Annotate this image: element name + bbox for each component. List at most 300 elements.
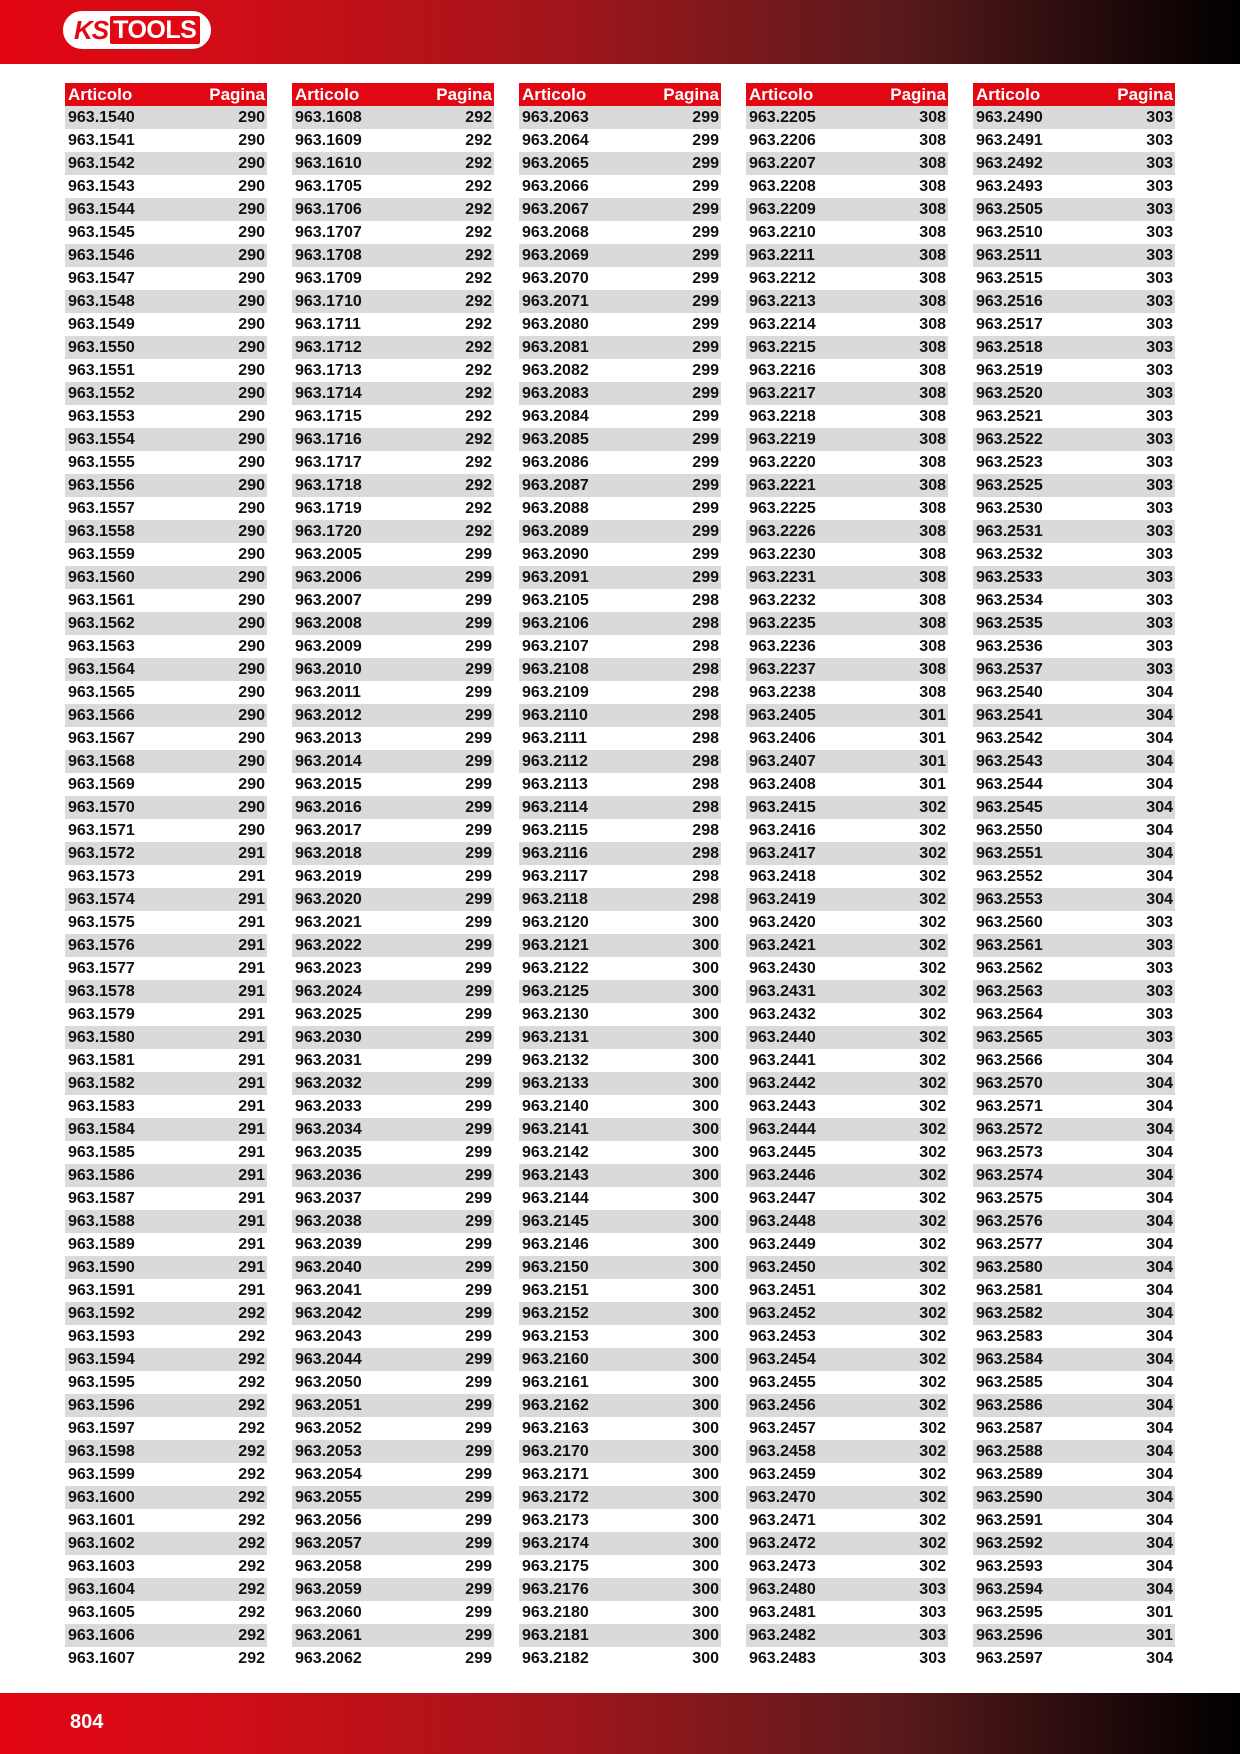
page-reference: 299 <box>692 246 719 264</box>
table-row <box>519 1302 721 1325</box>
table-row <box>65 520 267 543</box>
article-number: 963.1609 <box>295 131 362 149</box>
table-row <box>292 1210 494 1233</box>
table-row <box>292 405 494 428</box>
table-row <box>292 1394 494 1417</box>
table-row <box>65 1532 267 1555</box>
table-row <box>973 451 1175 474</box>
article-number: 963.2161 <box>522 1373 589 1391</box>
table-row <box>292 1532 494 1555</box>
table-row <box>973 1555 1175 1578</box>
table-row <box>65 704 267 727</box>
page-reference: 291 <box>238 1166 265 1184</box>
table-row <box>973 290 1175 313</box>
page-reference: 299 <box>465 1488 492 1506</box>
page-reference: 292 <box>465 292 492 310</box>
article-number: 963.2531 <box>976 522 1043 540</box>
article-number: 963.2050 <box>295 1373 362 1391</box>
table-row <box>65 405 267 428</box>
article-number: 963.2114 <box>522 798 588 816</box>
table-row <box>65 1118 267 1141</box>
article-number: 963.2564 <box>976 1005 1043 1023</box>
page-reference: 299 <box>465 591 492 609</box>
index-column-4 <box>746 83 948 1670</box>
page-reference: 303 <box>1146 246 1173 264</box>
page-reference: 300 <box>692 1350 719 1368</box>
table-row <box>973 1302 1175 1325</box>
page-reference: 304 <box>1146 1373 1173 1391</box>
article-number: 963.1584 <box>68 1120 135 1138</box>
page-reference: 302 <box>919 1258 946 1276</box>
page-reference: 300 <box>692 1511 719 1529</box>
table-row <box>973 1463 1175 1486</box>
table-row <box>65 1049 267 1072</box>
page-reference: 290 <box>238 614 265 632</box>
page-reference: 302 <box>919 959 946 977</box>
article-number: 963.2565 <box>976 1028 1043 1046</box>
page-reference: 299 <box>465 1235 492 1253</box>
page-reference: 308 <box>919 131 946 149</box>
page-reference: 299 <box>465 1373 492 1391</box>
article-number: 963.2140 <box>522 1097 589 1115</box>
table-row <box>65 1417 267 1440</box>
article-number: 963.2455 <box>749 1373 816 1391</box>
article-number: 963.2043 <box>295 1327 362 1345</box>
table-row <box>519 865 721 888</box>
column-header <box>746 83 948 106</box>
article-number: 963.2219 <box>749 430 816 448</box>
table-row <box>746 313 948 336</box>
page-reference: 308 <box>919 614 946 632</box>
page-reference: 304 <box>1146 1097 1173 1115</box>
page-reference: 299 <box>692 154 719 172</box>
article-number: 963.1589 <box>68 1235 135 1253</box>
table-row <box>973 1647 1175 1670</box>
table-row <box>65 681 267 704</box>
table-row <box>519 244 721 267</box>
article-number: 963.2430 <box>749 959 816 977</box>
table-row <box>746 1072 948 1095</box>
table-row <box>292 865 494 888</box>
page-reference: 302 <box>919 798 946 816</box>
article-number: 963.1586 <box>68 1166 135 1184</box>
page-reference: 298 <box>692 706 719 724</box>
page-reference: 302 <box>919 1074 946 1092</box>
table-row <box>292 888 494 911</box>
table-row <box>292 1279 494 1302</box>
page-reference: 290 <box>238 683 265 701</box>
article-number: 963.2082 <box>522 361 589 379</box>
page-reference: 304 <box>1146 1442 1173 1460</box>
table-row <box>65 382 267 405</box>
table-row <box>746 1049 948 1072</box>
page-reference: 303 <box>1146 200 1173 218</box>
article-number: 963.2160 <box>522 1350 589 1368</box>
table-row <box>519 957 721 980</box>
page-reference: 292 <box>465 499 492 517</box>
article-number: 963.1718 <box>295 476 362 494</box>
table-row <box>65 1141 267 1164</box>
page-reference: 304 <box>1146 1051 1173 1069</box>
article-number: 963.2450 <box>749 1258 816 1276</box>
page-reference: 302 <box>919 1235 946 1253</box>
page-reference: 290 <box>238 315 265 333</box>
table-row <box>65 1578 267 1601</box>
table-row <box>746 1233 948 1256</box>
page-reference: 298 <box>692 729 719 747</box>
table-row <box>973 359 1175 382</box>
page-reference: 303 <box>1146 591 1173 609</box>
table-row <box>973 1509 1175 1532</box>
article-number: 963.2006 <box>295 568 362 586</box>
page-reference: 299 <box>465 1120 492 1138</box>
article-number: 963.1554 <box>68 430 135 448</box>
table-row <box>292 796 494 819</box>
table-row <box>519 129 721 152</box>
page-reference: 304 <box>1146 1212 1173 1230</box>
table-row <box>292 1371 494 1394</box>
table-row <box>973 129 1175 152</box>
table-row <box>292 1164 494 1187</box>
page-reference: 291 <box>238 982 265 1000</box>
article-number: 963.2405 <box>749 706 816 724</box>
page-reference: 302 <box>919 1465 946 1483</box>
article-number: 963.2441 <box>749 1051 816 1069</box>
article-number: 963.2407 <box>749 752 816 770</box>
article-number: 963.2208 <box>749 177 816 195</box>
table-row <box>973 1049 1175 1072</box>
table-row <box>292 612 494 635</box>
page-reference: 302 <box>919 1350 946 1368</box>
table-row <box>292 106 494 129</box>
page-reference: 304 <box>1146 890 1173 908</box>
table-row <box>746 106 948 129</box>
page-reference: 304 <box>1146 1304 1173 1322</box>
table-row <box>746 129 948 152</box>
article-number: 963.2064 <box>522 131 589 149</box>
page-reference: 304 <box>1146 1281 1173 1299</box>
table-row <box>292 1509 494 1532</box>
page-reference: 292 <box>465 384 492 402</box>
page-reference: 299 <box>692 430 719 448</box>
table-row <box>973 911 1175 934</box>
table-row <box>519 1578 721 1601</box>
table-row <box>746 1003 948 1026</box>
article-number: 963.2563 <box>976 982 1043 1000</box>
article-number: 963.1707 <box>295 223 362 241</box>
article-number: 963.2416 <box>749 821 816 839</box>
article-number: 963.2597 <box>976 1649 1043 1667</box>
table-row <box>973 865 1175 888</box>
table-row <box>973 727 1175 750</box>
article-number: 963.2551 <box>976 844 1043 862</box>
article-number: 963.2120 <box>522 913 589 931</box>
article-number: 963.2107 <box>522 637 589 655</box>
page-reference: 290 <box>238 476 265 494</box>
index-column-5 <box>973 83 1175 1670</box>
table-row <box>65 129 267 152</box>
page-reference: 304 <box>1146 1465 1173 1483</box>
page-reference: 302 <box>919 1373 946 1391</box>
table-row <box>65 175 267 198</box>
table-row <box>292 244 494 267</box>
article-number: 963.2206 <box>749 131 816 149</box>
article-number: 963.2522 <box>976 430 1043 448</box>
page-reference: 299 <box>465 913 492 931</box>
page-reference: 290 <box>238 361 265 379</box>
page-reference: 299 <box>465 729 492 747</box>
article-number: 963.1575 <box>68 913 135 931</box>
page-reference: 302 <box>919 821 946 839</box>
page-reference: 292 <box>238 1373 265 1391</box>
page-reference: 303 <box>919 1649 946 1667</box>
page-reference: 290 <box>238 821 265 839</box>
page-reference: 308 <box>919 292 946 310</box>
table-row <box>746 1394 948 1417</box>
page-reference: 308 <box>919 568 946 586</box>
page-reference: 292 <box>238 1626 265 1644</box>
article-number: 963.2213 <box>749 292 816 310</box>
article-number: 963.2121 <box>522 936 589 954</box>
page-reference: 299 <box>692 361 719 379</box>
article-number: 963.1566 <box>68 706 135 724</box>
page-reference: 299 <box>692 545 719 563</box>
table-row <box>65 888 267 911</box>
article-number: 963.1556 <box>68 476 135 494</box>
article-number: 963.2575 <box>976 1189 1043 1207</box>
page-reference: 302 <box>919 1143 946 1161</box>
article-number: 963.2025 <box>295 1005 362 1023</box>
page-reference: 292 <box>465 453 492 471</box>
article-number: 963.2113 <box>522 775 588 793</box>
article-number: 963.2088 <box>522 499 589 517</box>
table-row <box>292 1049 494 1072</box>
article-number: 963.2457 <box>749 1419 816 1437</box>
page-reference: 290 <box>238 292 265 310</box>
table-row <box>746 980 948 1003</box>
page-reference: 292 <box>465 154 492 172</box>
table-row <box>746 612 948 635</box>
article-number: 963.1555 <box>68 453 135 471</box>
page-reference: 299 <box>692 522 719 540</box>
table-row <box>65 244 267 267</box>
page-reference: 301 <box>1146 1626 1173 1644</box>
article-number: 963.2515 <box>976 269 1043 287</box>
page-reference: 299 <box>692 315 719 333</box>
article-number: 963.2432 <box>749 1005 816 1023</box>
article-number: 963.2039 <box>295 1235 362 1253</box>
article-number: 963.2576 <box>976 1212 1043 1230</box>
page-reference: 299 <box>465 1028 492 1046</box>
article-number: 963.2209 <box>749 200 816 218</box>
article-number: 963.2024 <box>295 982 362 1000</box>
article-number: 963.1547 <box>68 269 135 287</box>
page-reference: 298 <box>692 798 719 816</box>
page-reference: 302 <box>919 1028 946 1046</box>
article-number: 963.2005 <box>295 545 362 563</box>
page-reference: 303 <box>1146 499 1173 517</box>
article-number: 963.2021 <box>295 913 362 931</box>
page-reference: 299 <box>465 1281 492 1299</box>
table-row <box>65 1164 267 1187</box>
article-number: 963.2122 <box>522 959 589 977</box>
page-reference: 291 <box>238 1258 265 1276</box>
table-row <box>65 152 267 175</box>
page-reference: 299 <box>465 1419 492 1437</box>
table-row <box>65 1325 267 1348</box>
table-row <box>65 957 267 980</box>
article-number: 963.2012 <box>295 706 362 724</box>
article-number: 963.2570 <box>976 1074 1043 1092</box>
table-row <box>65 980 267 1003</box>
page-reference: 299 <box>692 200 719 218</box>
index-column-1 <box>65 83 267 1670</box>
table-row <box>973 1279 1175 1302</box>
article-number: 963.1713 <box>295 361 362 379</box>
table-row <box>746 681 948 704</box>
page-reference: 290 <box>238 200 265 218</box>
table-row <box>519 290 721 313</box>
article-number: 963.1710 <box>295 292 362 310</box>
article-number: 963.1711 <box>295 315 361 333</box>
table-row <box>292 934 494 957</box>
table-row <box>519 934 721 957</box>
page-reference: 303 <box>1146 959 1173 977</box>
article-number: 963.2431 <box>749 982 816 1000</box>
table-row <box>292 1348 494 1371</box>
article-number: 963.2238 <box>749 683 816 701</box>
page-reference: 303 <box>1146 361 1173 379</box>
page-reference: 303 <box>1146 568 1173 586</box>
table-row <box>746 1118 948 1141</box>
article-number: 963.1580 <box>68 1028 135 1046</box>
table-row <box>746 428 948 451</box>
table-row <box>746 1256 948 1279</box>
table-row <box>973 152 1175 175</box>
table-row <box>973 1601 1175 1624</box>
page-reference: 292 <box>238 1419 265 1437</box>
table-row <box>292 1417 494 1440</box>
page-reference: 292 <box>465 361 492 379</box>
page-reference: 290 <box>238 545 265 563</box>
table-row <box>973 957 1175 980</box>
table-row <box>65 267 267 290</box>
article-number: 963.2051 <box>295 1396 362 1414</box>
article-number: 963.2022 <box>295 936 362 954</box>
page-reference: 299 <box>465 1580 492 1598</box>
table-row <box>973 589 1175 612</box>
page-reference: 299 <box>465 637 492 655</box>
page-reference: 300 <box>692 1557 719 1575</box>
page-reference: 292 <box>465 407 492 425</box>
article-number: 963.1714 <box>295 384 362 402</box>
article-number: 963.2090 <box>522 545 589 563</box>
article-number: 963.1712 <box>295 338 362 356</box>
page-reference: 292 <box>465 430 492 448</box>
article-number: 963.2060 <box>295 1603 362 1621</box>
page-reference: 302 <box>919 1304 946 1322</box>
article-number: 963.2023 <box>295 959 362 977</box>
page-reference: 301 <box>919 752 946 770</box>
page-reference: 298 <box>692 660 719 678</box>
table-row <box>292 635 494 658</box>
table-row <box>292 658 494 681</box>
page-reference: 292 <box>465 246 492 264</box>
article-number: 963.2525 <box>976 476 1043 494</box>
table-row <box>519 1509 721 1532</box>
page-reference: 308 <box>919 683 946 701</box>
table-row <box>973 1187 1175 1210</box>
page-reference: 291 <box>238 867 265 885</box>
table-row <box>519 428 721 451</box>
page-reference: 299 <box>465 1258 492 1276</box>
article-number: 963.1573 <box>68 867 135 885</box>
table-row <box>292 1118 494 1141</box>
page-reference: 300 <box>692 1534 719 1552</box>
article-number: 963.2117 <box>522 867 588 885</box>
article-number: 963.2032 <box>295 1074 362 1092</box>
article-number: 963.2471 <box>749 1511 816 1529</box>
article-number: 963.2454 <box>749 1350 816 1368</box>
table-row <box>65 1003 267 1026</box>
article-number: 963.1563 <box>68 637 135 655</box>
article-number: 963.2109 <box>522 683 589 701</box>
table-row <box>746 1578 948 1601</box>
table-row <box>973 1325 1175 1348</box>
table-row <box>519 336 721 359</box>
article-number: 963.2182 <box>522 1649 589 1667</box>
article-number: 963.2130 <box>522 1005 589 1023</box>
article-number: 963.2552 <box>976 867 1043 885</box>
column-header <box>973 83 1175 106</box>
page-reference: 299 <box>465 1166 492 1184</box>
table-row <box>65 658 267 681</box>
page-reference: 292 <box>465 108 492 126</box>
page-reference: 291 <box>238 1281 265 1299</box>
table-row <box>746 819 948 842</box>
article-number: 963.1610 <box>295 154 362 172</box>
article-number: 963.2059 <box>295 1580 362 1598</box>
page-reference: 299 <box>465 614 492 632</box>
page-reference: 299 <box>465 1051 492 1069</box>
page-reference: 303 <box>1146 982 1173 1000</box>
page-reference: 292 <box>238 1350 265 1368</box>
table-row <box>973 1532 1175 1555</box>
page-reference: 303 <box>1146 292 1173 310</box>
table-row <box>65 934 267 957</box>
page-reference: 290 <box>238 522 265 540</box>
page-reference: 290 <box>238 499 265 517</box>
table-row <box>292 474 494 497</box>
article-number: 963.2582 <box>976 1304 1043 1322</box>
page-reference: 292 <box>238 1488 265 1506</box>
article-number: 963.1717 <box>295 453 362 471</box>
page-reference: 291 <box>238 844 265 862</box>
page-reference: 298 <box>692 614 719 632</box>
table-row <box>973 704 1175 727</box>
article-number: 963.2580 <box>976 1258 1043 1276</box>
page-reference: 304 <box>1146 821 1173 839</box>
article-number: 963.2091 <box>522 568 589 586</box>
header-article: Articolo <box>976 84 1041 104</box>
table-row <box>746 1440 948 1463</box>
page-reference: 304 <box>1146 1419 1173 1437</box>
article-number: 963.2517 <box>976 315 1043 333</box>
column-rows <box>292 106 494 1670</box>
table-row <box>292 727 494 750</box>
table-row <box>746 1279 948 1302</box>
table-row <box>746 382 948 405</box>
